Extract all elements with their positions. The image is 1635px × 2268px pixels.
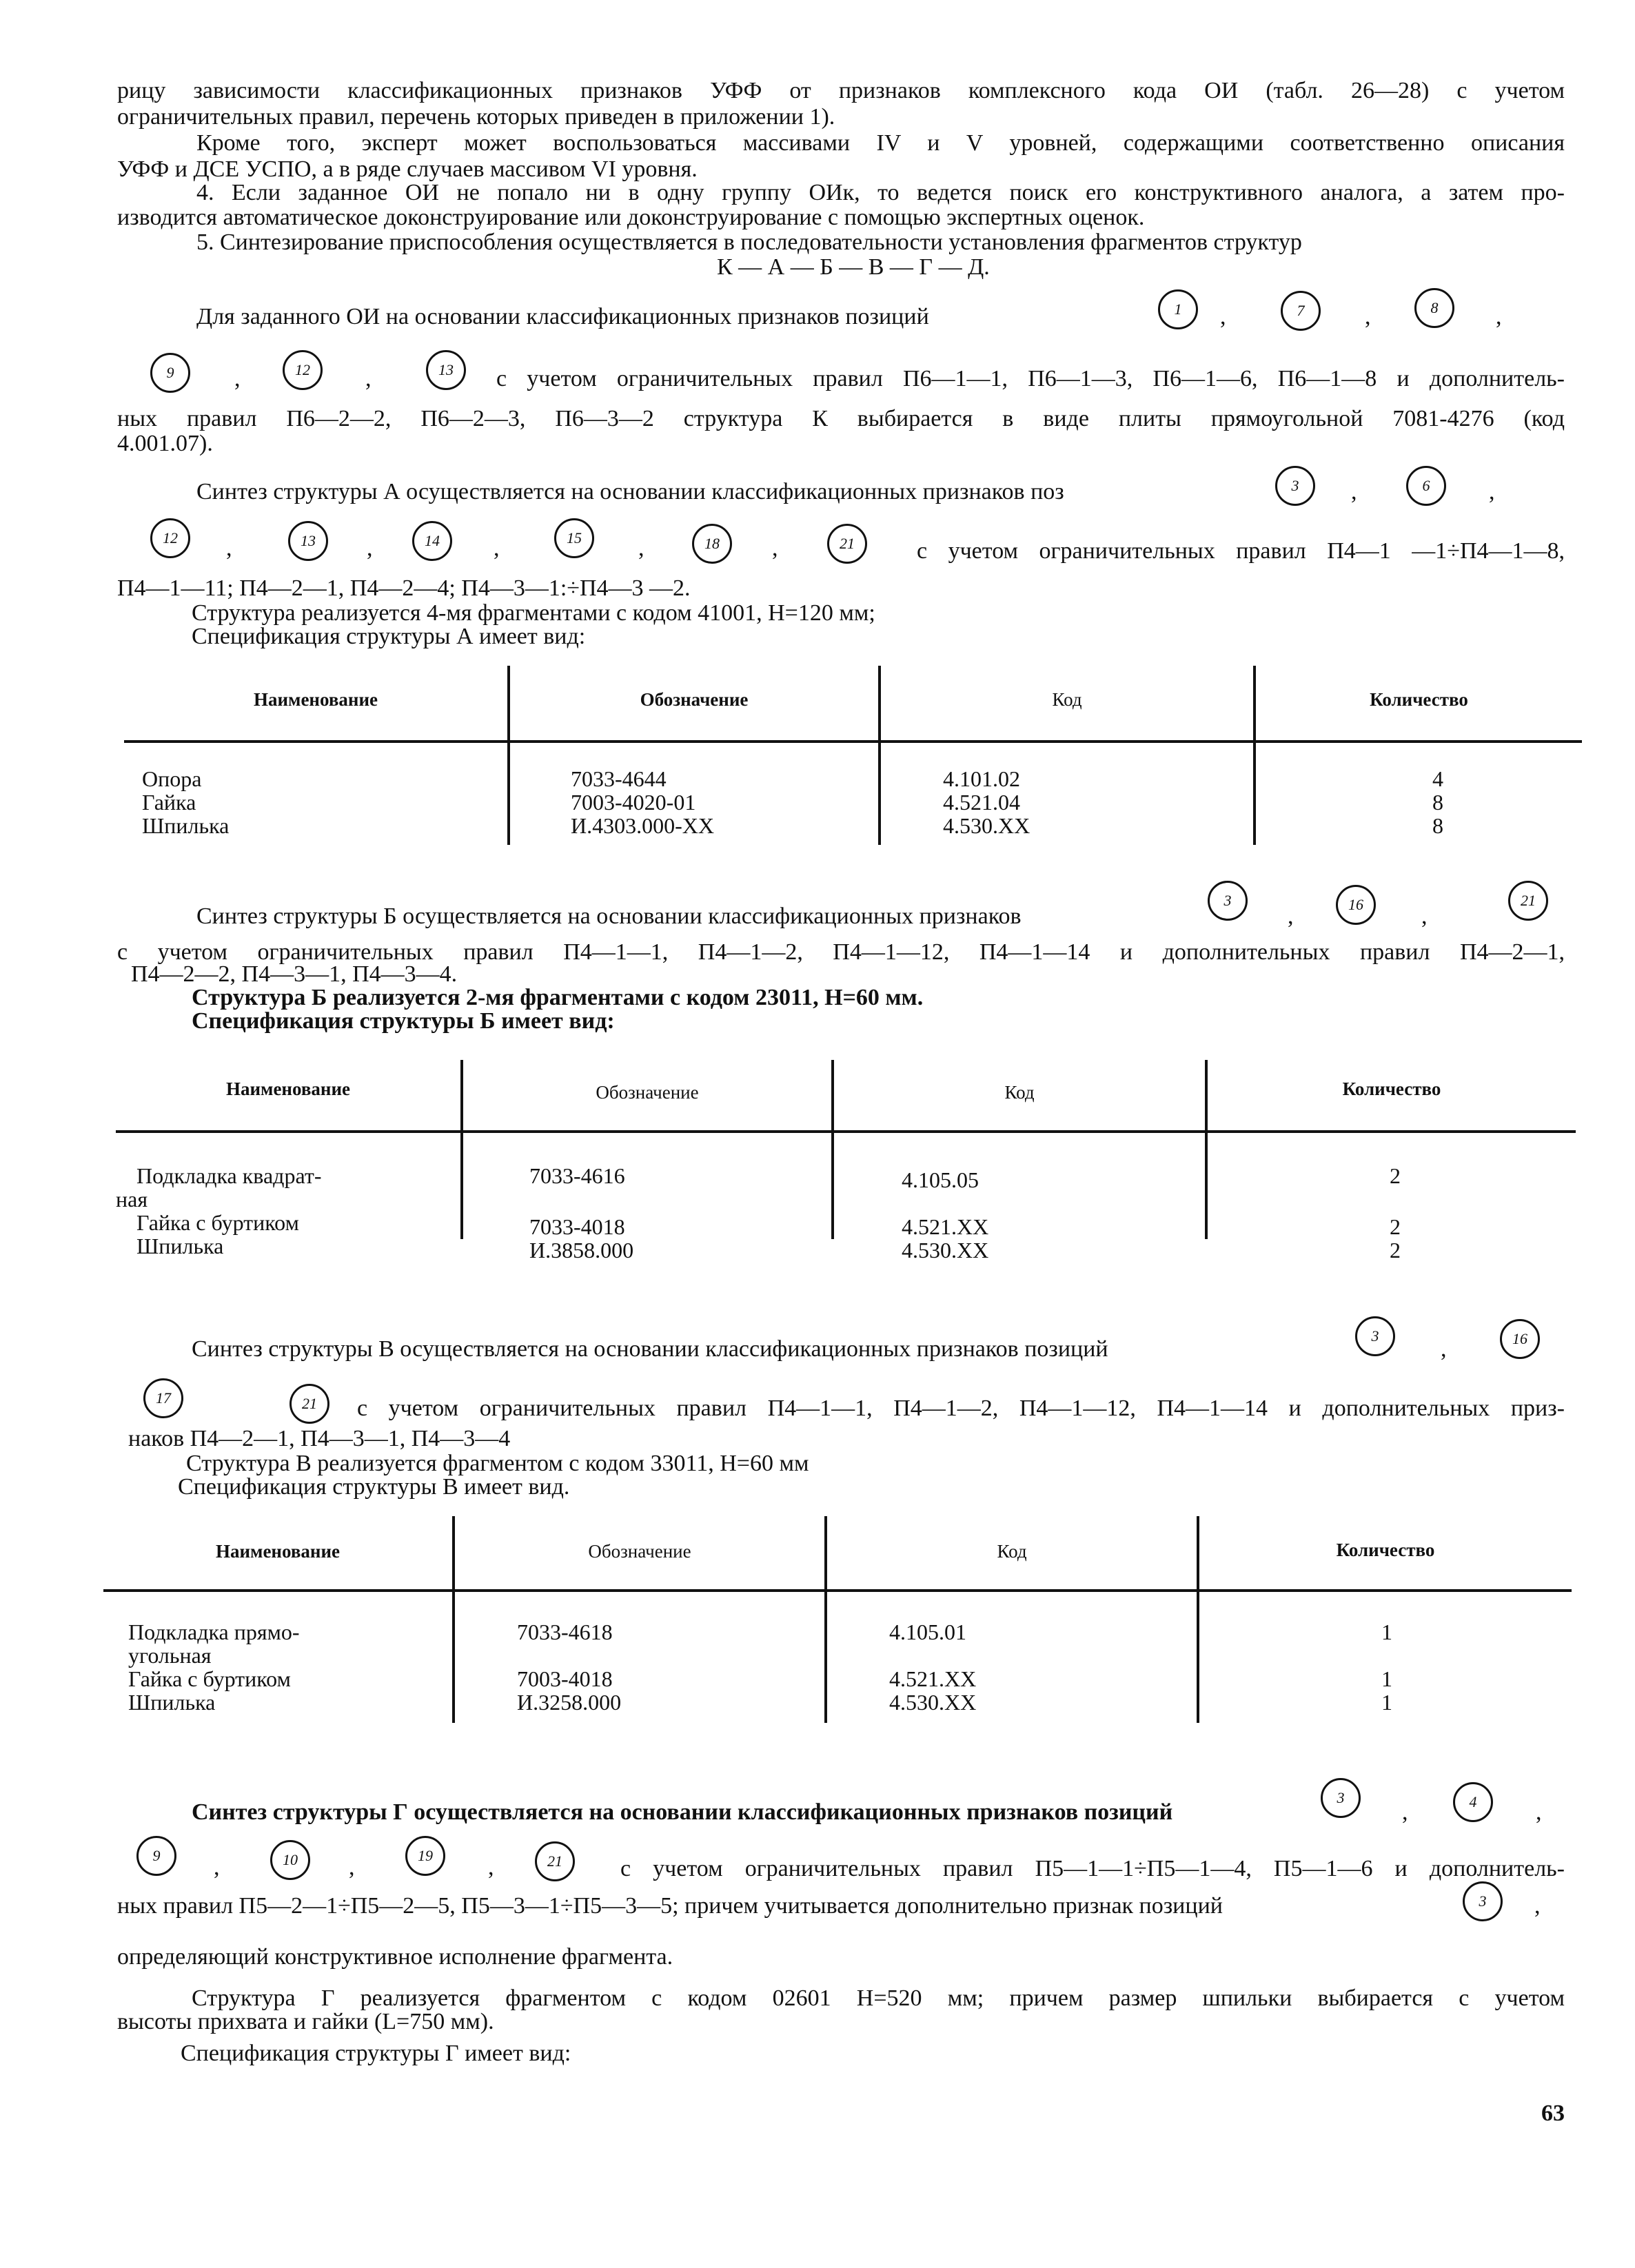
table-b-header-quantity: Количество bbox=[1342, 1079, 1441, 1099]
g-intro: Синтез структуры Г осуществляется на основании классификационных признаков позиций bbox=[192, 1799, 1173, 1825]
position-circle: 21 bbox=[827, 524, 867, 564]
table-cell: И.3858.000 bbox=[529, 1238, 634, 1263]
table-cell: Гайка с буртиком bbox=[136, 1210, 299, 1235]
table-v-header-code: Код bbox=[997, 1541, 1027, 1562]
table-cell: 7003-4020-01 bbox=[571, 790, 696, 815]
position-circle: 16 bbox=[1500, 1319, 1540, 1359]
table-cell: 1 bbox=[1381, 1690, 1392, 1715]
table-cell: 2 bbox=[1390, 1214, 1401, 1239]
table-cell: 4.521.XX bbox=[902, 1214, 989, 1239]
table-cell: 4.105.05 bbox=[902, 1167, 979, 1192]
g-implementation: высоты прихвата и гайки (L=750 мм). bbox=[117, 2009, 494, 2034]
paragraph-line: Кроме того, эксперт может воспользоваться массивами IV и V уровней, содержащими соответственно описания bbox=[196, 130, 1565, 156]
table-cell: 2 bbox=[1390, 1163, 1401, 1188]
table-cell: Гайка bbox=[142, 790, 196, 815]
position-circle: 16 bbox=[1336, 885, 1376, 925]
document-page: рицу зависимости классификационных признаков УФФ от признаков комплексного кода ОИ (табл. 26—28) с учетом ограничительных правил, перечень которых приведен в приложении 1). Кроме того, эксперт может воспользоваться массивами IV и V уровней, содержащими соответственно описания УФФ и ДСЕ УСПО, а в ряде случаев массивом VI уровня. 4. Если заданное ОИ не попало ни в одну группу ОИк, то ведется поиск его конструктивного аналога, а затем про- изводится автоматическое доконструирование или доконструирование с помощью экспертных оценок. 5. Синтезирование приспособления осуществляется в последовательности установления фрагментов структур К — А — Б — В — Г — Д. Для заданного ОИ на основании классификационных признаков позиций 1 , 7 , 8 , 9 , 12 , 13 с учетом ограничительных правил П6—1—1, П6—1—3, П6—1—6, П6—1—8 и дополнитель- ных правил П6—2—2, П6—2—3, П6—3—2 структура К выбирается в виде плиты прямоугольной 7081-4276 (код 4.001.07). Синтез структуры А осуществляется на основании классификационных признаков поз 3 , 6 , 12 , 13 , 14 , 15 , 18 , 21 с учетом ограничительных правил П4—1 —1÷П4—1—8, П4—1—11; П4—2—1, П4—2—4; П4—3—1:÷П4—3 —2. Структура реализуется 4-мя фрагментами с кодом 41001, H=120 мм; Спецификация структуры А имеет вид: Наименование Обозначение Код Количество Опора 7033-4644 4.101.02 4 Гайка 7003-4020-01 4.521.04 8 Шпилька И.4303.000-XX 4.530.XX 8 Синтез структуры Б осуществляется на основании классификационных признаков 3 , 16 , 21 с учетом ограничительных правил П4—1—1, П4—1—2, П4—1—12, П4—1—14 и дополнительных правил П4—2—1, П4—2—2, П4—3—1, П4—3—4. Структура Б реализуется 2-мя фрагментами с кодом 23011, H=60 мм. Спецификация структуры Б имеет вид: Наименование Обозначение Код Количество Подкладка квадрат- 7033-4616 4.105.05 2 ная Гайка с буртиком 7033-4018 4.521.XX 2 Шпилька И.3858.000 4.530.XX 2 Синтез структуры В осуществляется на основании классификационных признаков позиций 3 , 16 17 21 с учетом ограничительных правил П4—1—1, П4—1—2, П4—1—12, П4—1—14 и дополнительных приз- наков П4—2—1, П4—3—1, П4—3—4 Структура В реализуется фрагментом с кодом 33011, H=60 мм Спецификация структуры В имеет вид. Наименование Обозначение Код Количество Подкладка прямо- 7033-4618 4.105.01 1 угольная Гайка с буртиком 7003-4018 4.521.XX 1 Шпилька И.3258.000 4.530.XX 1 Синтез структуры Г осуществляется на основании классификационных признаков позиций 3 , 4 , 9 , 10 , 19 , 21 с учетом ограничительных правил П5—1—1÷П5—1—4, П5—1—6 и дополнитель- ных правил П5—2—1÷П5—2—5, П5—3—1÷П5—3—5; причем учитывается дополнительно признак позиций 3 , определяющий конструктивное исполнение фрагмента. Структура Г реализуется фрагментом с кодом 02601 H=520 мм; причем размер шпильки выбирается с учетом высоты прихвата и гайки (L=750 мм). Спецификация структуры Г имеет вид: 63 bbox=[0, 0, 1635, 2268]
b-implementation: Структура Б реализуется 2-мя фрагментами с кодом 23011, H=60 мм. bbox=[192, 985, 924, 1010]
table-a-header-quantity: Количество bbox=[1370, 689, 1468, 710]
table-cell: И.4303.000-XX bbox=[571, 813, 714, 838]
table-v-header-name: Наименование bbox=[216, 1541, 340, 1562]
table-a-header-designation: Обозначение bbox=[640, 689, 749, 710]
paragraph-line: изводится автоматическое доконструирование или доконструирование с помощью экспертных оценок. bbox=[117, 205, 1145, 230]
v-rules-line: с учетом ограничительных правил П4—1—1, П4—1—2, П4—1—12, П4—1—14 и дополнительных приз- bbox=[357, 1396, 1565, 1421]
table-b-header-name: Наименование bbox=[226, 1079, 350, 1099]
paragraph-line: УФФ и ДСЕ УСПО, а в ряде случаев массивом VI уровня. bbox=[117, 156, 698, 182]
a-intro: Синтез структуры А осуществляется на основании классификационных признаков поз bbox=[196, 479, 1064, 504]
a-implementation: Структура реализуется 4-мя фрагментами с кодом 41001, H=120 мм; bbox=[192, 600, 875, 626]
position-circle: 15 bbox=[554, 518, 594, 558]
b-intro: Синтез структуры Б осуществляется на основании классификационных признаков bbox=[196, 903, 1022, 929]
position-circle: 6 bbox=[1406, 466, 1446, 506]
table-v-header-designation: Обозначение bbox=[588, 1541, 691, 1562]
v-implementation: Структура В реализуется фрагментом с кодом 33011, H=60 мм bbox=[186, 1451, 809, 1476]
table-cell: Шпилька bbox=[142, 813, 230, 838]
position-circle: 13 bbox=[426, 350, 466, 390]
position-circle: 4 bbox=[1453, 1782, 1493, 1822]
position-circle: 21 bbox=[1508, 881, 1548, 921]
b-rules-line: с учетом ограничительных правил П4—1—1, П4—1—2, П4—1—12, П4—1—14 и дополнительных правил П4—2—1, bbox=[117, 939, 1565, 965]
k-rules-line: ных правил П6—2—2, П6—2—3, П6—3—2 структура К выбирается в виде плиты прямоугольной 7081-4276 (код bbox=[117, 406, 1565, 431]
table-a-header-code: Код bbox=[1052, 689, 1082, 710]
table-cell: Шпилька bbox=[128, 1690, 216, 1715]
position-circle: 18 bbox=[692, 524, 732, 564]
position-circle: 14 bbox=[412, 521, 452, 561]
a-rules-line: с учетом ограничительных правил П4—1 —1÷П4—1—8, bbox=[917, 538, 1565, 564]
table-cell: 7033-4644 bbox=[571, 766, 667, 791]
paragraph-line: 4. Если заданное ОИ не попало ни в одну группу ОИк, то ведется поиск его конструктивного аналога, а затем про- bbox=[196, 180, 1565, 205]
position-circle: 19 bbox=[405, 1836, 445, 1876]
table-cell: ная bbox=[116, 1187, 148, 1212]
table-cell: 4.101.02 bbox=[943, 766, 1020, 791]
table-cell: И.3258.000 bbox=[517, 1690, 622, 1715]
position-circle: 3 bbox=[1275, 466, 1315, 506]
page-number: 63 bbox=[1541, 2101, 1565, 2126]
k-rules-line: 4.001.07). bbox=[117, 431, 213, 456]
g-rules-line: определяющий конструктивное исполнение фрагмента. bbox=[117, 1944, 673, 1970]
position-circle: 1 bbox=[1158, 289, 1198, 329]
g-spec-title: Спецификация структуры Г имеет вид: bbox=[181, 2041, 571, 2066]
position-circle: 17 bbox=[143, 1378, 183, 1418]
table-cell: угольная bbox=[128, 1643, 212, 1668]
paragraph-line: ограничительных правил, перечень которых приведен в приложении 1). bbox=[117, 104, 835, 130]
position-circle: 8 bbox=[1414, 288, 1454, 328]
position-circle: 13 bbox=[288, 521, 328, 561]
table-cell: 4.530.XX bbox=[902, 1238, 989, 1263]
position-circle: 3 bbox=[1208, 881, 1248, 921]
table-v-header-quantity: Количество bbox=[1336, 1540, 1435, 1560]
position-circle: 9 bbox=[150, 353, 190, 393]
table-cell: 4.530.XX bbox=[943, 813, 1030, 838]
b-rules-line: П4—2—2, П4—3—1, П4—3—4. bbox=[131, 961, 458, 987]
position-circle: 9 bbox=[136, 1836, 176, 1876]
position-circle: 12 bbox=[150, 518, 190, 558]
table-cell: 4.521.04 bbox=[943, 790, 1020, 815]
k-intro: Для заданного ОИ на основании классификационных признаков позиций bbox=[196, 304, 929, 329]
position-circle: 12 bbox=[283, 350, 323, 390]
table-cell: 8 bbox=[1432, 790, 1443, 815]
g-implementation: Структура Г реализуется фрагментом с кодом 02601 H=520 мм; причем размер шпильки выбирается с учетом bbox=[192, 1985, 1565, 2011]
table-cell: 7033-4616 bbox=[529, 1163, 625, 1188]
table-cell: 2 bbox=[1390, 1238, 1401, 1263]
table-cell: 1 bbox=[1381, 1620, 1392, 1644]
position-circle: 10 bbox=[270, 1840, 310, 1880]
b-spec-title: Спецификация структуры Б имеет вид: bbox=[192, 1008, 615, 1034]
a-rules-line: П4—1—11; П4—2—1, П4—2—4; П4—3—1:÷П4—3 —2. bbox=[117, 575, 691, 601]
table-b-header-designation: Обозначение bbox=[596, 1082, 699, 1103]
table-cell: 8 bbox=[1432, 813, 1443, 838]
v-intro: Синтез структуры В осуществляется на основании классификационных признаков позиций bbox=[192, 1336, 1108, 1362]
k-rules-line: с учетом ограничительных правил П6—1—1, П6—1—3, П6—1—6, П6—1—8 и дополнитель- bbox=[496, 366, 1565, 391]
table-cell: 7003-4018 bbox=[517, 1666, 613, 1691]
paragraph-line: 5. Синтезирование приспособления осуществляется в последовательности установления фрагментов структур bbox=[196, 229, 1302, 255]
table-cell: Шпилька bbox=[136, 1234, 224, 1258]
table-cell: 4.530.XX bbox=[889, 1690, 977, 1715]
position-circle: 21 bbox=[535, 1841, 575, 1881]
table-cell: 1 bbox=[1381, 1666, 1392, 1691]
structure-sequence: К — А — Б — В — Г — Д. bbox=[717, 254, 990, 280]
table-cell: Подкладка прямо- bbox=[128, 1620, 300, 1644]
table-cell: 7033-4618 bbox=[517, 1620, 613, 1644]
v-rules-line: наков П4—2—1, П4—3—1, П4—3—4 bbox=[128, 1426, 511, 1451]
paragraph-line: рицу зависимости классификационных признаков УФФ от признаков комплексного кода ОИ (табл. 26—28) с учетом bbox=[117, 78, 1565, 103]
table-cell: 7033-4018 bbox=[529, 1214, 625, 1239]
position-circle: 21 bbox=[290, 1384, 329, 1424]
table-cell: 4.105.01 bbox=[889, 1620, 966, 1644]
table-a-header-name: Наименование bbox=[254, 689, 378, 710]
table-cell: Подкладка квадрат- bbox=[136, 1163, 322, 1188]
table-cell: Гайка с буртиком bbox=[128, 1666, 291, 1691]
position-circle: 3 bbox=[1355, 1316, 1395, 1356]
position-circle: 7 bbox=[1281, 291, 1321, 331]
v-spec-title: Спецификация структуры В имеет вид. bbox=[178, 1474, 570, 1500]
g-rules-line: с учетом ограничительных правил П5—1—1÷П5—1—4, П5—1—6 и дополнитель- bbox=[620, 1856, 1565, 1881]
position-circle: 3 bbox=[1321, 1778, 1361, 1818]
g-rules-line: ных правил П5—2—1÷П5—2—5, П5—3—1÷П5—3—5; причем учитывается дополнительно признак позиций bbox=[117, 1893, 1223, 1919]
table-cell: 4 bbox=[1432, 766, 1443, 791]
table-cell: 4.521.XX bbox=[889, 1666, 977, 1691]
a-spec-title: Спецификация структуры А имеет вид: bbox=[192, 624, 586, 649]
position-circle: 3 bbox=[1463, 1881, 1503, 1921]
table-cell: Опора bbox=[142, 766, 202, 791]
table-b-header-code: Код bbox=[1004, 1082, 1035, 1103]
